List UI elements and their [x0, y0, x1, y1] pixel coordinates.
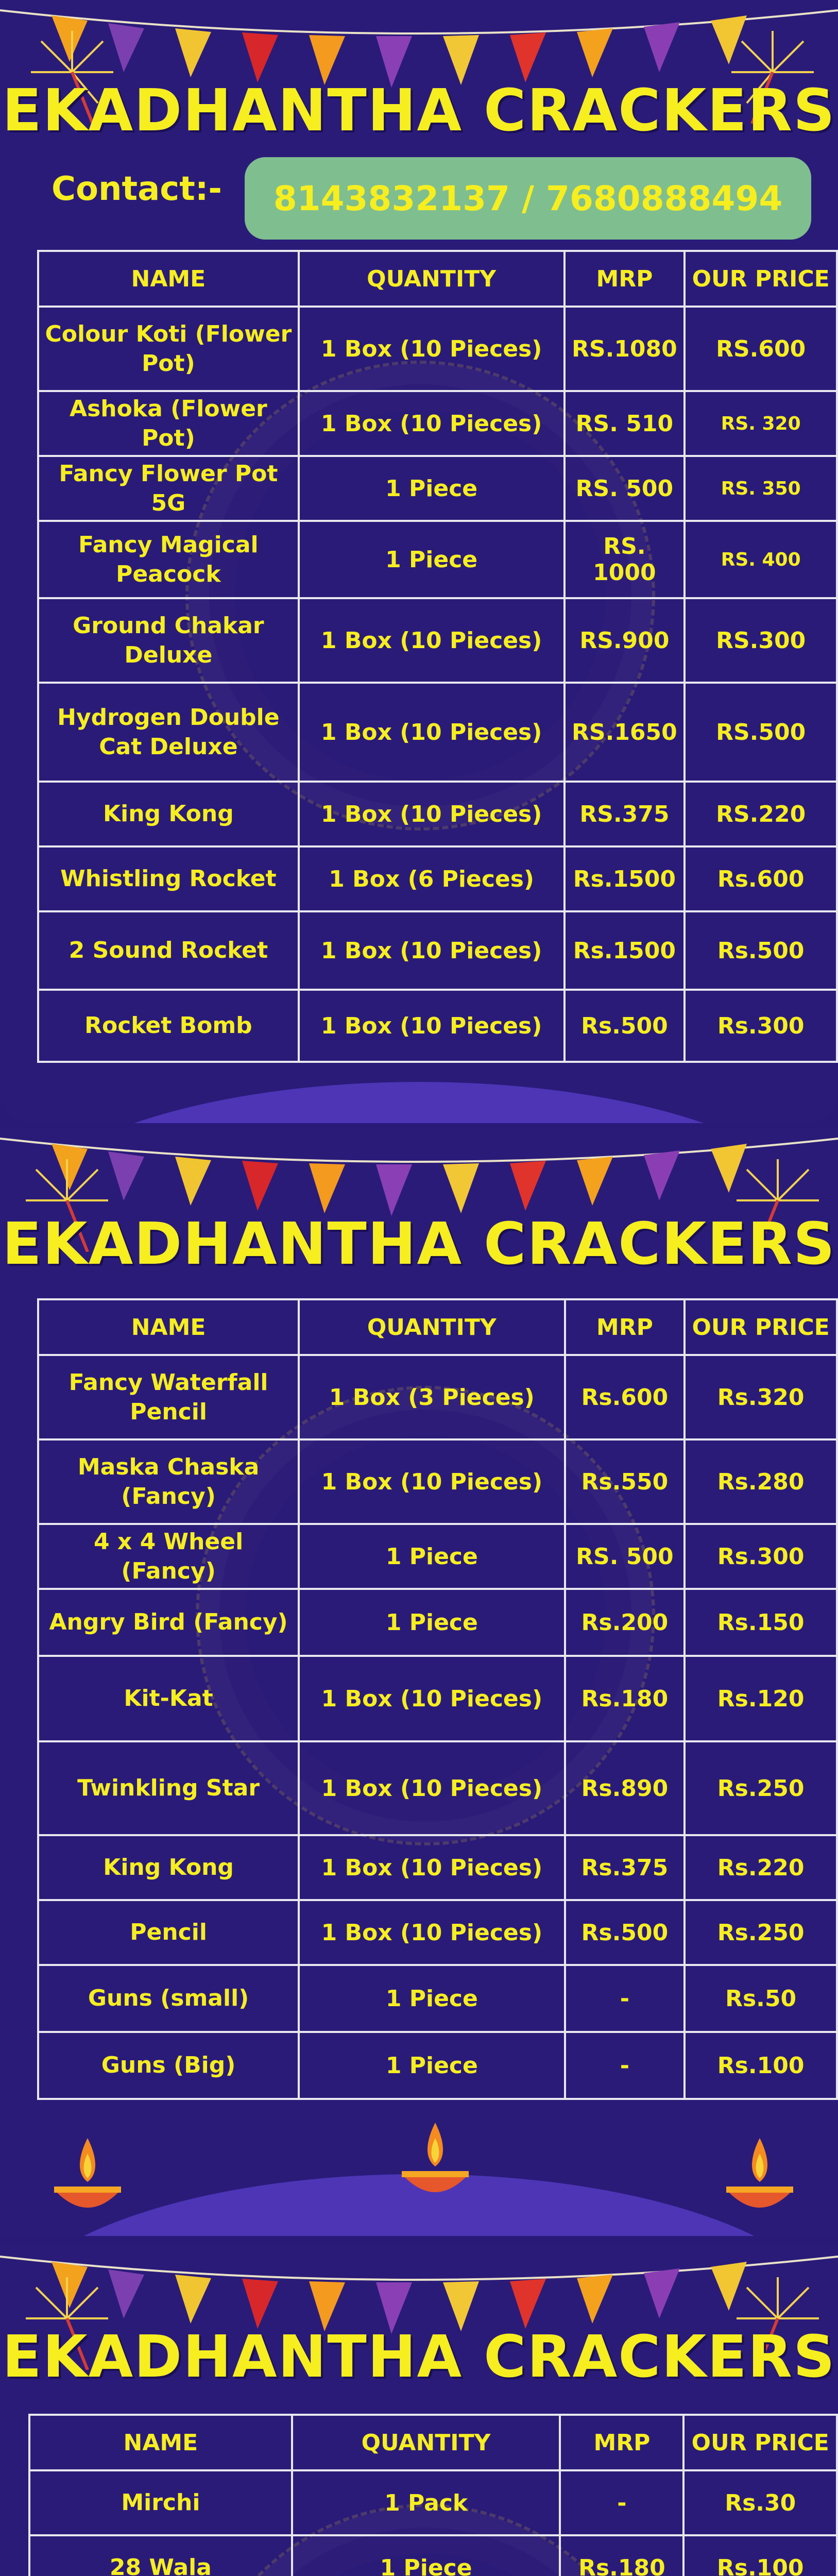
diya-lamp-icon — [721, 2133, 798, 2226]
cell-quantity: 1 Piece — [292, 2535, 560, 2576]
cell-our-price: RS. 320 — [685, 391, 837, 456]
cell-our-price: Rs.300 — [685, 990, 837, 1062]
table-row — [38, 2032, 837, 2099]
panel-2 — [0, 1128, 838, 2236]
cell-mrp: Rs.890 — [565, 1741, 685, 1835]
hill-decoration — [0, 1082, 838, 1123]
cell-our-price: Rs.100 — [685, 2032, 837, 2099]
cell-mrp: Rs.500 — [565, 1900, 685, 1965]
cell-product-name: Mirchi — [29, 2470, 292, 2535]
cell-our-price: RS.600 — [685, 307, 837, 391]
table-row — [38, 1524, 837, 1589]
cell-product-name: 28 Wala — [29, 2535, 292, 2576]
cell-our-price: Rs.300 — [685, 1524, 837, 1589]
table-row — [29, 2535, 837, 2576]
cell-our-price: Rs.250 — [685, 1741, 837, 1835]
phone-number[interactable]: 8143832137 / 7680888494 — [245, 157, 811, 240]
cell-quantity: 1 Pack — [292, 2470, 560, 2535]
panel-1 — [0, 0, 838, 1123]
cell-mrp: RS. 510 — [565, 391, 685, 456]
cell-our-price: Rs.150 — [685, 1589, 837, 1656]
header-mrp: MRP — [565, 251, 685, 307]
cell-mrp: Rs.200 — [565, 1589, 685, 1656]
cell-mrp: - — [565, 1965, 685, 2032]
cell-quantity: 1 Piece — [299, 2032, 565, 2099]
cell-our-price: Rs.320 — [685, 1355, 837, 1439]
table-header-row — [29, 2415, 837, 2470]
table-row — [38, 846, 837, 911]
table-row — [38, 521, 837, 598]
cell-mrp: Rs.180 — [560, 2535, 683, 2576]
table-row — [38, 1900, 837, 1965]
cell-quantity: 1 Box (10 Pieces) — [299, 391, 565, 456]
cell-product-name: Hydrogen Double Cat Deluxe — [38, 683, 299, 782]
cell-quantity: 1 Piece — [299, 521, 565, 598]
cell-product-name: Maska Chaska (Fancy) — [38, 1439, 299, 1524]
header-name: NAME — [38, 1299, 299, 1355]
cell-product-name: Guns (small) — [38, 1965, 299, 2032]
table-row — [38, 683, 837, 782]
header-quantity: QUANTITY — [292, 2415, 560, 2470]
cell-quantity: 1 Box (10 Pieces) — [299, 782, 565, 846]
table-row — [38, 1589, 837, 1656]
header-our-price: OUR PRICE — [685, 251, 837, 307]
cell-product-name: 4 x 4 Wheel (Fancy) — [38, 1524, 299, 1589]
diya-lamp-icon — [397, 2117, 474, 2210]
table-header-row — [38, 1299, 837, 1355]
cell-quantity: 1 Box (10 Pieces) — [299, 1439, 565, 1524]
header-quantity: QUANTITY — [299, 1299, 565, 1355]
price-table-1 — [37, 250, 838, 1063]
cell-product-name: Guns (Big) — [38, 2032, 299, 2099]
cell-our-price: RS. 350 — [685, 456, 837, 521]
panel-3 — [0, 2246, 838, 2576]
table-body-1 — [38, 307, 837, 1062]
cell-quantity: 1 Box (10 Pieces) — [299, 307, 565, 391]
cell-product-name: Pencil — [38, 1900, 299, 1965]
cell-mrp: RS.1650 — [565, 683, 685, 782]
brand-title: EKADHANTHA CRACKERS — [2, 1211, 836, 1278]
header-our-price: OUR PRICE — [683, 2415, 837, 2470]
header-mrp: MRP — [560, 2415, 683, 2470]
cell-quantity: 1 Box (10 Pieces) — [299, 1741, 565, 1835]
price-table-2 — [37, 1298, 838, 2100]
cell-mrp: RS. 500 — [565, 456, 685, 521]
cell-mrp: Rs.1500 — [565, 846, 685, 911]
cell-quantity: 1 Piece — [299, 1524, 565, 1589]
cell-mrp: RS. 1000 — [565, 521, 685, 598]
cell-our-price: RS. 400 — [685, 521, 837, 598]
table-row — [38, 1439, 837, 1524]
table-row — [38, 598, 837, 683]
cell-product-name: Kit-Kat — [38, 1656, 299, 1741]
cell-quantity: 1 Piece — [299, 456, 565, 521]
header-name: NAME — [38, 251, 299, 307]
cell-product-name: Fancy Waterfall Pencil — [38, 1355, 299, 1439]
table-row — [38, 391, 837, 456]
cell-mrp: Rs.550 — [565, 1439, 685, 1524]
table-body-2 — [38, 1355, 837, 2099]
cell-quantity: 1 Box (10 Pieces) — [299, 911, 565, 990]
cell-product-name: Whistling Rocket — [38, 846, 299, 911]
cell-our-price: RS.220 — [685, 782, 837, 846]
table-row — [38, 1656, 837, 1741]
cell-our-price: Rs.50 — [685, 1965, 837, 2032]
cell-product-name: Twinkling Star — [38, 1741, 299, 1835]
table-header-row — [38, 251, 837, 307]
cell-our-price: RS.500 — [685, 683, 837, 782]
cell-our-price: Rs.600 — [685, 846, 837, 911]
cell-our-price: Rs.250 — [685, 1900, 837, 1965]
cell-product-name: 2 Sound Rocket — [38, 911, 299, 990]
price-table-3 — [28, 2414, 838, 2576]
brand-title: EKADHANTHA CRACKERS — [2, 77, 836, 144]
header-quantity: QUANTITY — [299, 251, 565, 307]
cell-mrp: RS. 500 — [565, 1524, 685, 1589]
table-row — [38, 1965, 837, 2032]
cell-mrp: RS.375 — [565, 782, 685, 846]
cell-product-name: Fancy Flower Pot 5G — [38, 456, 299, 521]
cell-our-price: Rs.120 — [685, 1656, 837, 1741]
table-body-3 — [29, 2470, 837, 2576]
table-row — [38, 1835, 837, 1900]
cell-our-price: Rs.500 — [685, 911, 837, 990]
cell-product-name: Fancy Magical Peacock — [38, 521, 299, 598]
cell-product-name: Rocket Bomb — [38, 990, 299, 1062]
table-row — [38, 456, 837, 521]
cell-quantity: 1 Box (10 Pieces) — [299, 1835, 565, 1900]
header-mrp: MRP — [565, 1299, 685, 1355]
cell-our-price: Rs.280 — [685, 1439, 837, 1524]
cell-mrp: Rs.1500 — [565, 911, 685, 990]
cell-quantity: 1 Box (10 Pieces) — [299, 990, 565, 1062]
cell-mrp: RS.900 — [565, 598, 685, 683]
cell-product-name: Ashoka (Flower Pot) — [38, 391, 299, 456]
cell-quantity: 1 Piece — [299, 1589, 565, 1656]
header-name: NAME — [29, 2415, 292, 2470]
table-row — [38, 911, 837, 990]
cell-quantity: 1 Box (10 Pieces) — [299, 1900, 565, 1965]
cell-quantity: 1 Box (10 Pieces) — [299, 683, 565, 782]
brand-title: EKADHANTHA CRACKERS — [2, 2324, 836, 2391]
cell-mrp: Rs.600 — [565, 1355, 685, 1439]
cell-quantity: 1 Piece — [299, 1965, 565, 2032]
cell-our-price: Rs.100 — [683, 2535, 837, 2576]
cell-product-name: Ground Chakar Deluxe — [38, 598, 299, 683]
cell-our-price: RS.300 — [685, 598, 837, 683]
cell-quantity: 1 Box (3 Pieces) — [299, 1355, 565, 1439]
cell-mrp: - — [560, 2470, 683, 2535]
cell-our-price: Rs.30 — [683, 2470, 837, 2535]
cell-quantity: 1 Box (10 Pieces) — [299, 598, 565, 683]
cell-mrp: Rs.500 — [565, 990, 685, 1062]
cell-product-name: Angry Bird (Fancy) — [38, 1589, 299, 1656]
cell-product-name: Colour Koti (Flower Pot) — [38, 307, 299, 391]
cell-mrp: RS.1080 — [565, 307, 685, 391]
cell-mrp: Rs.180 — [565, 1656, 685, 1741]
contact-label: Contact:- — [52, 170, 222, 208]
diya-lamp-icon — [49, 2133, 126, 2226]
cell-mrp: Rs.375 — [565, 1835, 685, 1900]
cell-product-name: King Kong — [38, 782, 299, 846]
cell-our-price: Rs.220 — [685, 1835, 837, 1900]
cell-quantity: 1 Box (6 Pieces) — [299, 846, 565, 911]
cell-product-name: King Kong — [38, 1835, 299, 1900]
table-row — [29, 2470, 837, 2535]
header-our-price: OUR PRICE — [685, 1299, 837, 1355]
table-row — [38, 1355, 837, 1439]
table-row — [38, 307, 837, 391]
cell-mrp: - — [565, 2032, 685, 2099]
table-row — [38, 782, 837, 846]
table-row — [38, 990, 837, 1062]
cell-quantity: 1 Box (10 Pieces) — [299, 1656, 565, 1741]
table-row — [38, 1741, 837, 1835]
